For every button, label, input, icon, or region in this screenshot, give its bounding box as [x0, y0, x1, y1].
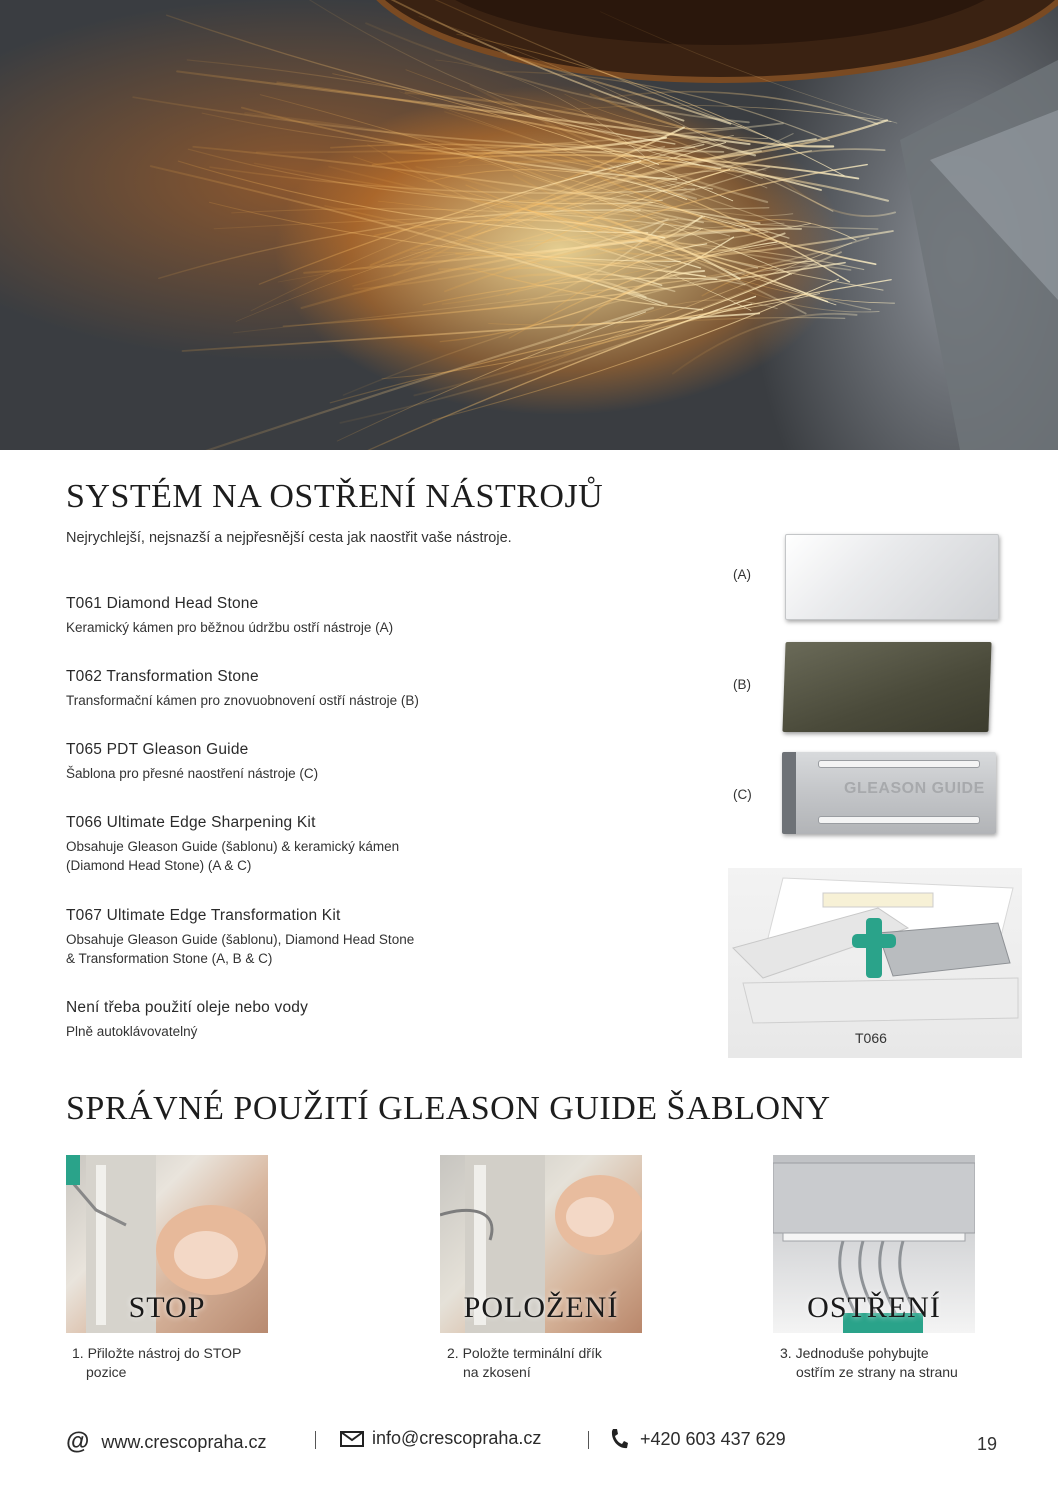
guide-slot [818, 816, 980, 824]
footer-web [66, 1428, 266, 1456]
step-caption-line: na zkosení [463, 1364, 531, 1380]
spark-streak [673, 314, 857, 374]
footer-web-link[interactable]: www.crescopraha.cz [101, 1431, 267, 1452]
spark-streak [564, 304, 752, 353]
product-desc-line: (Diamond Head Stone) (A & C) [66, 858, 252, 873]
step-stop-image [66, 1155, 268, 1333]
product-desc-line: Obsahuje Gleason Guide (šablonu) & keramický kámen [66, 839, 400, 854]
footer-email-link[interactable]: info@crescopraha.cz [372, 1428, 542, 1448]
step-caption-line: ostřím ze strany na stranu [796, 1364, 958, 1380]
product-desc: Transformační kámen pro znovuobnovení ostří nástroje (B) [66, 693, 419, 708]
product-name: T062 Transformation Stone [66, 668, 259, 685]
section-subtitle: Nejrychlejší, nejsnazší a nejpřesnější cesta jak naostřit vaše nástroje. [66, 530, 512, 546]
step-word: STOP [128, 1291, 206, 1324]
phone-icon [610, 1428, 628, 1450]
envelope-icon [340, 1431, 364, 1447]
product-item-t066 [66, 813, 526, 875]
footer-phone-link[interactable]: +420 603 437 629 [640, 1428, 786, 1449]
section-title-usage: SPRÁVNÉ POUŽITÍ GLEASON GUIDE ŠABLONY [66, 1090, 831, 1127]
kit-caption: T066 [855, 1030, 887, 1046]
step-word: POLOŽENÍ [463, 1291, 619, 1324]
spark-streak [188, 149, 652, 204]
product-name: Není třeba použití oleje nebo vody [66, 999, 309, 1016]
product-name: T061 Diamond Head Stone [66, 595, 259, 612]
product-item-t067 [66, 906, 526, 968]
label-a: (A) [733, 567, 751, 582]
footer-separator [315, 1431, 316, 1449]
spark-streak [304, 240, 648, 273]
product-desc: Keramický kámen pro běžnou údržbu ostří nástroje (A) [66, 620, 394, 635]
product-desc [66, 837, 526, 875]
product-desc-line: & Transformation Stone (A, B & C) [66, 951, 273, 966]
product-desc [66, 930, 526, 968]
label-c: (C) [733, 787, 752, 802]
product-name: T066 Ultimate Edge Sharpening Kit [66, 814, 316, 831]
guide-slot [818, 760, 980, 768]
product-desc-line: Obsahuje Gleason Guide (šablonu), Diamond Head Stone [66, 932, 415, 947]
sparks-graphic [0, 0, 1058, 450]
label-b: (B) [733, 677, 751, 692]
product-name: T067 Ultimate Edge Transformation Kit [66, 907, 341, 924]
footer-separator [588, 1431, 589, 1449]
step-caption-line: 1. Přiložte nástroj do STOP [72, 1345, 242, 1361]
step-caption-3 [780, 1344, 958, 1382]
step-caption-line: 2. Položte terminální dřík [447, 1345, 602, 1361]
spark-streak [177, 71, 749, 144]
product-desc: Šablona pro přesné naostření nástroje (C) [66, 766, 319, 781]
footer-phone [610, 1428, 786, 1450]
product-item-t065 [66, 740, 526, 783]
spark-streak [382, 274, 790, 379]
diamond-head-stone-image [785, 534, 999, 620]
spark-streak [623, 173, 793, 216]
step-caption-line: pozice [86, 1364, 127, 1380]
product-item-t061 [66, 594, 526, 637]
step-caption-line: 3. Jednoduše pohybujte [780, 1345, 929, 1361]
section-title-sharpening-system: SYSTÉM NA OSTŘENÍ NÁSTROJŮ [66, 478, 604, 515]
product-name: T065 PDT Gleason Guide [66, 741, 249, 758]
transformation-stone-image [782, 642, 991, 732]
step-word: OSTŘENÍ [807, 1291, 941, 1324]
hero-sparks-image [0, 0, 1058, 450]
step-placement-image [440, 1155, 642, 1333]
spark-streak [159, 210, 640, 278]
at-icon: @ [66, 1428, 90, 1455]
product-desc: Plně autoklávovatelný [66, 1024, 198, 1039]
footer-email [340, 1428, 541, 1449]
step-caption-2 [447, 1344, 602, 1382]
page-number: 19 [977, 1434, 998, 1454]
product-item-t062 [66, 667, 526, 710]
product-item-no-oil [66, 998, 526, 1041]
gleason-guide-image [782, 752, 996, 834]
step-sharpening-image [773, 1155, 975, 1333]
step-caption-1 [72, 1344, 241, 1382]
guide-engraving: GLEASON GUIDE [844, 780, 985, 797]
